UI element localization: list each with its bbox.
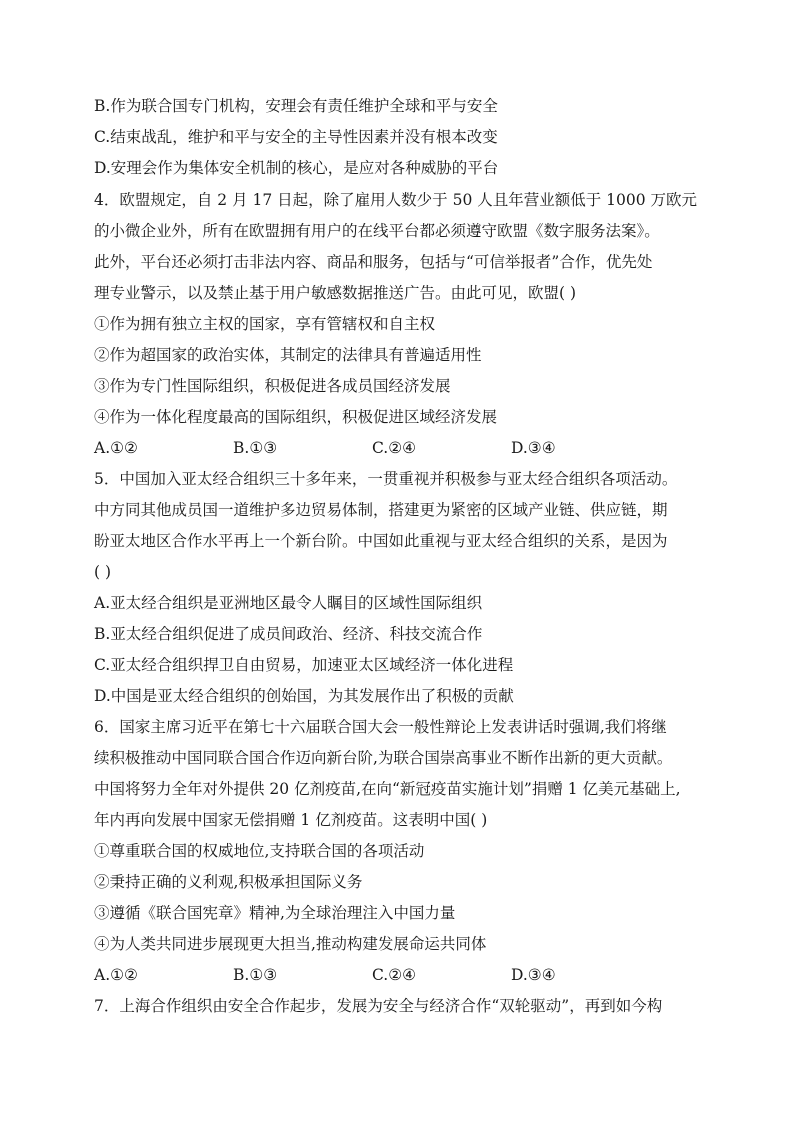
q6-statement-2: ②秉持正确的义利观,积极承担国际义务 — [94, 873, 363, 891]
q5-option-c: C.亚太经合组织捍卫自由贸易，加速亚太区域经济一体化进程 — [94, 656, 514, 674]
q4-stem-line-4: 理专业警示，以及禁止基于用户敏感数据推送广告。由此可见，欧盟( ) — [94, 284, 577, 302]
q5-option-d: D.中国是亚太经合组织的创始国，为其发展作出了积极的贡献 — [94, 687, 514, 705]
q6-option-c[interactable]: C.②④ — [372, 966, 417, 984]
q4-statement-1: ①作为拥有独立主权的国家，享有管辖权和自主权 — [94, 315, 436, 333]
q4-stem-line-2: 的小微企业外，所有在欧盟拥有用户的在线平台都必须遵守欧盟《数字服务法案》。 — [94, 222, 660, 240]
q6-statement-4: ④为人类共同进步展现更大担当,推动构建发展命运共同体 — [94, 935, 487, 953]
q6-stem-line-2: 续积极推动中国同联合国合作迈向新台阶,为联合国崇高事业不断作出新的更大贡献。 — [94, 749, 673, 767]
q6-statement-3: ③遵循《联合国宪章》精神,为全球治理注入中国力量 — [94, 904, 456, 922]
q5-stem-line-2: 中方同其他成员国一道维护多边贸易体制，搭建更为紧密的区域产业链、供应链，期 — [94, 501, 668, 519]
q3-option-d: D.安理会作为集体安全机制的核心，是应对各种威胁的平台 — [94, 159, 499, 177]
q6-option-a[interactable]: A.①② — [94, 966, 138, 984]
q4-option-b[interactable]: B.①③ — [233, 439, 278, 457]
q4-option-c[interactable]: C.②④ — [372, 439, 417, 457]
q6-stem-line-3: 中国将努力全年对外提供 20 亿剂疫苗,在向“新冠疫苗实施计划”捐赠 1 亿美元基础上, — [94, 780, 681, 798]
q6-stem-line-4: 年内再向发展中国家无偿捐赠 1 亿剂疫苗。这表明中国( ) — [94, 811, 488, 829]
q5-option-a: A.亚太经合组织是亚洲地区最令人瞩目的区域性国际组织 — [94, 594, 483, 612]
q4-option-d[interactable]: D.③④ — [511, 439, 556, 457]
q6-statement-1: ①尊重联合国的权威地位,支持联合国的各项活动 — [94, 842, 425, 860]
q6-stem-line-1: 6．国家主席习近平在第七十六届联合国大会一般性辩论上发表讲话时强调,我们将继 — [94, 718, 667, 736]
q7-stem-line-1: 7．上海合作组织由安全合作起步，发展为安全与经济合作“双轮驱动”，再到如今构 — [94, 997, 663, 1015]
q4-statement-2: ②作为超国家的政治实体，其制定的法律具有普遍适用性 — [94, 346, 482, 364]
q3-option-b: B.作为联合国专门机构，安理会有责任维护全球和平与安全 — [94, 97, 498, 115]
q4-statement-4: ④作为一体化程度最高的国际组织，积极促进区域经济发展 — [94, 408, 498, 426]
q6-options — [94, 965, 694, 985]
q6-option-b[interactable]: B.①③ — [233, 966, 278, 984]
q4-stem-line-1: 4．欧盟规定，自 2 月 17 日起，除了雇用人数少于 50 人且年营业额低于 1000 万欧元 — [94, 191, 698, 209]
q5-stem-line-3: 盼亚太地区合作水平再上一个新台阶。中国如此重视与亚太经合组织的关系，是因为 — [94, 532, 668, 550]
q3-option-c: C.结束战乱，维护和平与安全的主导性因素并没有根本改变 — [94, 128, 498, 146]
q4-stem-line-3: 此外，平台还必须打击非法内容、商品和服务，包括与“可信举报者”合作，优先处 — [94, 253, 653, 271]
q4-statement-3: ③作为专门性国际组织，积极促进各成员国经济发展 — [94, 377, 451, 395]
q5-option-b: B.亚太经合组织促进了成员间政治、经济、科技交流合作 — [94, 625, 483, 643]
q5-stem-line-4: ( ) — [94, 563, 112, 581]
q4-option-a[interactable]: A.①② — [94, 439, 138, 457]
q6-option-d[interactable]: D.③④ — [511, 966, 556, 984]
q4-options — [94, 438, 694, 458]
q5-stem-line-1: 5．中国加入亚太经合组织三十多年来，一贯重视并积极参与亚太经合组织各项活动。 — [94, 470, 678, 488]
